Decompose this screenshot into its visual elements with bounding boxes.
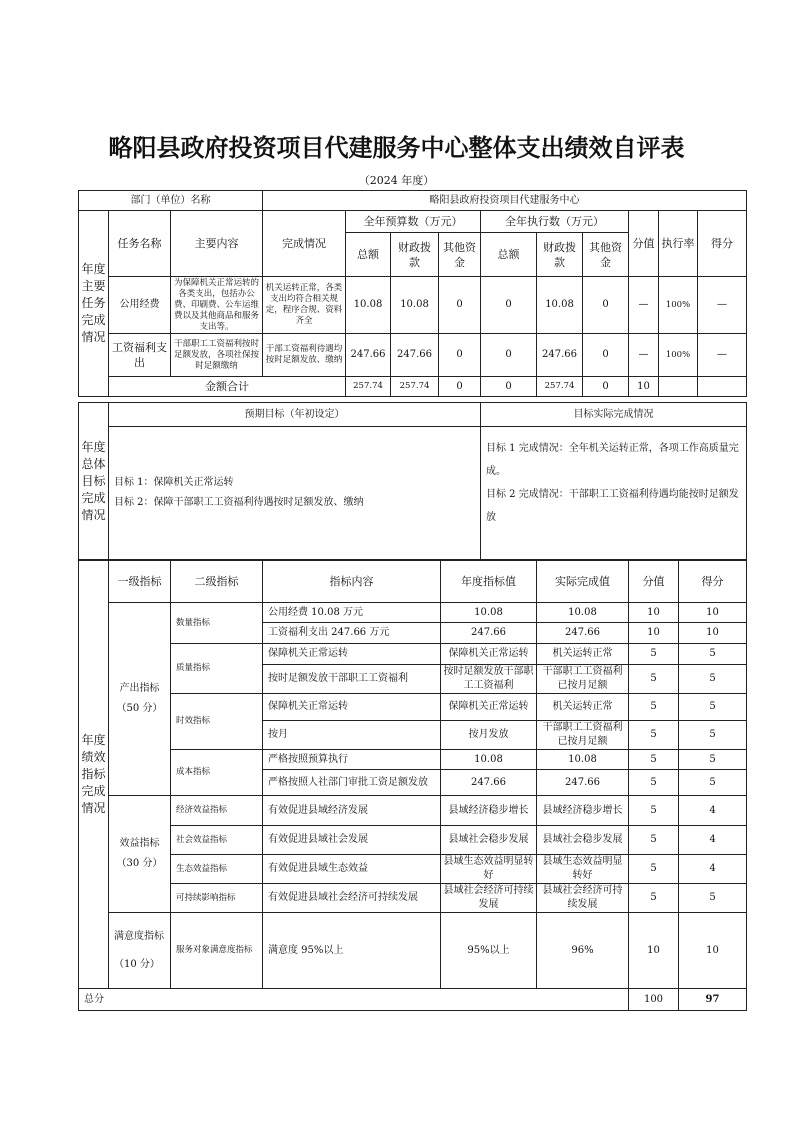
header-score-value: 分值 — [629, 561, 679, 603]
score: 4 — [679, 796, 747, 826]
header-main-content: 主要内容 — [171, 211, 263, 277]
indicator-content: 按时足额发放干部职工工资福利 — [263, 665, 441, 694]
actual-value: 机关运转正常 — [537, 644, 629, 665]
actual-value: 96% — [537, 913, 629, 989]
expected-goal-2: 目标 2：保障干部职工工资福利待遇按时足额发放、缴纳 — [114, 497, 364, 508]
table-row — [79, 884, 747, 913]
level1-indicator — [109, 913, 171, 989]
header-exec-fiscal: 财政拨款 — [537, 233, 583, 277]
actual-value: 干部职工工资福利已按月足额 — [537, 721, 629, 750]
annual-value: 县域经济稳步增长 — [441, 796, 537, 826]
score-value: 5 — [629, 644, 679, 665]
score-value: 5 — [629, 884, 679, 913]
sum-label: 金额合计 — [109, 377, 346, 397]
header-exec-group: 全年执行数（万元） — [481, 211, 629, 233]
indicator-content: 保障机关正常运转 — [263, 694, 441, 721]
actual-value: 机关运转正常 — [537, 694, 629, 721]
annual-value: 保障机关正常运转 — [441, 694, 537, 721]
actual-goals — [481, 427, 747, 560]
budget-other: 0 — [439, 277, 481, 334]
indicator-content: 有效促进县域社会经济可持续发展 — [263, 884, 441, 913]
score: 5 — [679, 750, 747, 770]
exec-fiscal: 10.08 — [537, 277, 583, 334]
level2-indicator: 质量指标 — [171, 644, 263, 694]
score-value: 5 — [629, 665, 679, 694]
annual-value: 县域社会经济可持续发展 — [441, 884, 537, 913]
exec-rate: 100% — [659, 334, 698, 377]
header-actual-value: 实际完成值 — [537, 561, 629, 603]
annual-value: 10.08 — [441, 603, 537, 623]
score: 5 — [679, 721, 747, 750]
actual-value: 县域经济稳步增长 — [537, 796, 629, 826]
tasks-section-label: 年度主要任务完成情况 — [79, 211, 109, 397]
level1-name: 效益指标 — [119, 838, 160, 849]
level2-indicator: 数量指标 — [171, 603, 263, 644]
score-value: 10 — [629, 623, 679, 644]
header-content: 指标内容 — [263, 561, 441, 603]
actual-goals-header: 目标实际完成情况 — [481, 403, 747, 427]
goals-table — [78, 402, 747, 560]
annual-value: 247.66 — [441, 623, 537, 644]
level2-indicator: 成本指标 — [171, 750, 263, 796]
header-budget-group: 全年预算数（万元） — [346, 211, 481, 233]
header-exec-other: 其他资金 — [583, 233, 629, 277]
exec-rate: 100% — [659, 277, 698, 334]
total-label: 总分 — [79, 989, 629, 1011]
indicator-content: 公用经费 10.08 万元 — [263, 603, 441, 623]
actual-value: 10.08 — [537, 750, 629, 770]
header-completion: 完成情况 — [263, 211, 346, 277]
table-row — [79, 694, 747, 721]
budget-fiscal: 10.08 — [391, 277, 439, 334]
score: 5 — [679, 665, 747, 694]
level1-name: 满意度指标 — [114, 930, 164, 942]
sum-row — [79, 377, 747, 397]
header-level1: 一级指标 — [109, 561, 171, 603]
score: 5 — [679, 644, 747, 665]
header-exec-total: 总额 — [481, 233, 537, 277]
level2-indicator: 社会效益指标 — [171, 826, 263, 855]
dept-label: 部门（单位）名称 — [79, 191, 263, 211]
header-level2: 二级指标 — [171, 561, 263, 603]
score: 10 — [679, 913, 747, 989]
exec-total: 0 — [481, 334, 537, 377]
score: 5 — [679, 694, 747, 721]
indicator-content: 严格按照预算执行 — [263, 750, 441, 770]
indicator-content: 保障机关正常运转 — [263, 644, 441, 665]
score: 10 — [679, 623, 747, 644]
table-row — [79, 855, 747, 884]
score-value: 10 — [629, 913, 679, 989]
expected-goals-header: 预期目标（年初设定） — [109, 403, 481, 427]
sum-exec-total: 0 — [481, 377, 537, 397]
score-value: 5 — [629, 694, 679, 721]
sum-budget-total: 257.74 — [346, 377, 391, 397]
annual-value: 保障机关正常运转 — [441, 644, 537, 665]
actual-value: 247.66 — [537, 623, 629, 644]
table-row — [79, 277, 747, 334]
indicators-table — [78, 560, 747, 1011]
actual-value: 县域生态效益明显转好 — [537, 855, 629, 884]
sum-score — [698, 377, 747, 397]
indicator-content: 有效促进县域社会发展 — [263, 826, 441, 855]
exec-other: 0 — [583, 334, 629, 377]
level2-indicator: 可持续影响指标 — [171, 884, 263, 913]
sum-budget-other: 0 — [439, 377, 481, 397]
budget-fiscal: 247.66 — [391, 334, 439, 377]
score-value: 10 — [629, 603, 679, 623]
score-value: — — [629, 334, 659, 377]
table-row — [79, 334, 747, 377]
annual-value: 县域生态效益明显转好 — [441, 855, 537, 884]
exec-fiscal: 247.66 — [537, 334, 583, 377]
sum-score-value: 10 — [629, 377, 659, 397]
sum-exec-fiscal: 257.74 — [537, 377, 583, 397]
score-value: 5 — [629, 770, 679, 796]
annual-value: 247.66 — [441, 770, 537, 796]
score: 5 — [679, 884, 747, 913]
budget-other: 0 — [439, 334, 481, 377]
header-score-value: 分值 — [629, 211, 659, 277]
score: 4 — [679, 826, 747, 855]
actual-value: 247.66 — [537, 770, 629, 796]
annual-value: 95%以上 — [441, 913, 537, 989]
task-name: 工资福利支出 — [109, 334, 171, 377]
task-completion: 机关运转正常，各类支出均符合相关规定，程序合规、资料齐全 — [263, 277, 346, 334]
score-value: 5 — [629, 826, 679, 855]
indicator-content: 有效促进县域经济发展 — [263, 796, 441, 826]
level1-points: （30 分） — [116, 858, 163, 869]
task-table — [78, 190, 747, 397]
table-row — [79, 913, 747, 989]
header-score: 得分 — [698, 211, 747, 277]
sum-exec-other: 0 — [583, 377, 629, 397]
actual-value: 县域社会稳步发展 — [537, 826, 629, 855]
header-score: 得分 — [679, 561, 747, 603]
actual-goal-1: 目标 1 完成情况：全年机关运转正常，各项工作高质量完成。 — [486, 443, 739, 477]
level1-points: （10 分） — [114, 958, 160, 970]
actual-goal-2: 目标 2 完成情况：干部职工工资福利待遇均能按时足额发放 — [486, 489, 739, 523]
budget-total: 247.66 — [346, 334, 391, 377]
total-score: 97 — [679, 989, 747, 1011]
actual-value: 县域社会经济可持续发展 — [537, 884, 629, 913]
actual-value: 干部职工工资福利已按月足额 — [537, 665, 629, 694]
score: 10 — [679, 603, 747, 623]
level1-indicator — [109, 796, 171, 913]
level1-points: （50 分） — [116, 703, 163, 714]
level1-name: 产出指标 — [119, 683, 160, 694]
header-exec-rate: 执行率 — [659, 211, 698, 277]
score-value: 5 — [629, 855, 679, 884]
total-row — [79, 989, 747, 1011]
indicator-content: 工资福利支出 247.66 万元 — [263, 623, 441, 644]
actual-value: 10.08 — [537, 603, 629, 623]
table-row — [79, 644, 747, 665]
header-budget-fiscal: 财政拨款 — [391, 233, 439, 277]
header-budget-total: 总额 — [346, 233, 391, 277]
annual-value: 县域社会稳步发展 — [441, 826, 537, 855]
score: 5 — [679, 770, 747, 796]
annual-value: 按时足额发放干部职工工资福利 — [441, 665, 537, 694]
annual-value: 10.08 — [441, 750, 537, 770]
level2-indicator: 经济效益指标 — [171, 796, 263, 826]
indicator-content: 严格按照人社部门审批工资足额发放 — [263, 770, 441, 796]
annual-value: 按月发放 — [441, 721, 537, 750]
table-row — [79, 750, 747, 770]
task-content: 干部职工工资福利按时足额发放，各项社保按时足额缴纳 — [171, 334, 263, 377]
goals-section-label: 年度总体目标完成情况 — [79, 403, 109, 560]
header-annual-value: 年度指标值 — [441, 561, 537, 603]
header-task-name: 任务名称 — [109, 211, 171, 277]
indicator-content: 有效促进县域生态效益 — [263, 855, 441, 884]
task-name: 公用经费 — [109, 277, 171, 334]
total-score-value: 100 — [629, 989, 679, 1011]
table-row — [79, 796, 747, 826]
indicator-content: 按月 — [263, 721, 441, 750]
level2-indicator: 生态效益指标 — [171, 855, 263, 884]
exec-other: 0 — [583, 277, 629, 334]
score-value: 5 — [629, 750, 679, 770]
score-value: 5 — [629, 721, 679, 750]
score: — — [698, 277, 747, 334]
task-content: 为保障机关正常运转的各类支出，包括办公费、印刷费、公车运维费以及其他商品和服务支出等。 — [171, 277, 263, 334]
task-completion: 干部工资福利待遇均按时足额发放、缴纳 — [263, 334, 346, 377]
score-value: 5 — [629, 796, 679, 826]
sum-exec-rate — [659, 377, 698, 397]
page-title: 略阳县政府投资项目代建服务中心整体支出绩效自评表 — [108, 134, 685, 162]
sum-budget-fiscal: 257.74 — [391, 377, 439, 397]
expected-goals — [109, 427, 481, 560]
table-row — [79, 826, 747, 855]
exec-total: 0 — [481, 277, 537, 334]
page-subtitle-year: （2024 年度） — [358, 174, 435, 187]
dept-value: 略阳县政府投资项目代建服务中心 — [263, 191, 747, 211]
score: 4 — [679, 855, 747, 884]
header-budget-other: 其他资金 — [439, 233, 481, 277]
score-value: — — [629, 277, 659, 334]
table-row — [79, 603, 747, 623]
indicators-section-label: 年度绩效指标完成情况 — [79, 561, 109, 989]
score: — — [698, 334, 747, 377]
level1-indicator — [109, 603, 171, 796]
budget-total: 10.08 — [346, 277, 391, 334]
indicator-content: 满意度 95%以上 — [263, 913, 441, 989]
level2-indicator: 时效指标 — [171, 694, 263, 750]
expected-goal-1: 目标 1：保障机关正常运转 — [114, 477, 234, 488]
level2-indicator: 服务对象满意度指标 — [171, 913, 263, 989]
